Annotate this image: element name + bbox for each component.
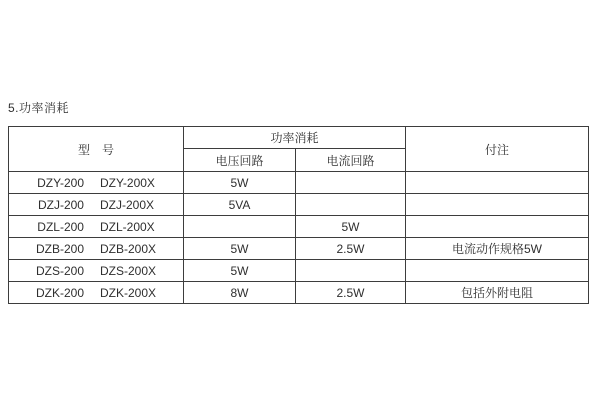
table-row bbox=[9, 238, 589, 260]
note-cell bbox=[406, 194, 589, 216]
note-cell: 电流动作规格5W bbox=[406, 238, 589, 260]
model-cell bbox=[9, 282, 184, 304]
note-cell bbox=[406, 260, 589, 282]
model-name: DZL-200 bbox=[37, 219, 84, 234]
model-name-x: DZK-200X bbox=[100, 285, 157, 300]
model-name-x: DZJ-200X bbox=[99, 197, 155, 212]
header-power-group: 功率消耗 bbox=[184, 127, 406, 149]
voltage-cell: 8W bbox=[184, 282, 296, 304]
current-cell: 5W bbox=[296, 216, 406, 238]
table-row bbox=[9, 194, 589, 216]
voltage-cell: 5W bbox=[184, 260, 296, 282]
header-current-circuit: 电流回路 bbox=[296, 149, 406, 172]
header-voltage-circuit: 电压回路 bbox=[184, 149, 296, 172]
voltage-cell: 5W bbox=[184, 238, 296, 260]
voltage-cell: 5VA bbox=[184, 194, 296, 216]
model-cell bbox=[9, 216, 184, 238]
model-name: DZS-200 bbox=[35, 263, 84, 278]
model-cell bbox=[9, 260, 184, 282]
header-model: 型 号 bbox=[9, 127, 184, 172]
table-row bbox=[9, 260, 589, 282]
note-cell bbox=[406, 216, 589, 238]
model-cell bbox=[9, 238, 184, 260]
table-row bbox=[9, 216, 589, 238]
header-notes: 付注 bbox=[406, 127, 589, 172]
voltage-cell: 5W bbox=[184, 172, 296, 194]
current-cell bbox=[296, 172, 406, 194]
current-cell: 2.5W bbox=[296, 282, 406, 304]
model-name-x: DZY-200X bbox=[100, 175, 155, 190]
section-title: 5.功率消耗 bbox=[8, 101, 70, 115]
model-name-x: DZL-200X bbox=[99, 219, 155, 234]
table-row bbox=[9, 172, 589, 194]
model-name: DZY-200 bbox=[37, 175, 84, 190]
model-name: DZK-200 bbox=[35, 285, 84, 300]
current-cell: 2.5W bbox=[296, 238, 406, 260]
model-name-x: DZS-200X bbox=[100, 263, 157, 278]
power-consumption-table bbox=[8, 126, 589, 304]
model-name-x: DZB-200X bbox=[100, 241, 157, 256]
table-row bbox=[9, 282, 589, 304]
model-name: DZB-200 bbox=[35, 241, 84, 256]
current-cell bbox=[296, 260, 406, 282]
voltage-cell bbox=[184, 216, 296, 238]
note-cell bbox=[406, 172, 589, 194]
note-cell: 包括外附电阻 bbox=[406, 282, 589, 304]
current-cell bbox=[296, 194, 406, 216]
model-cell bbox=[9, 172, 184, 194]
model-name: DZJ-200 bbox=[37, 197, 84, 212]
model-cell bbox=[9, 194, 184, 216]
